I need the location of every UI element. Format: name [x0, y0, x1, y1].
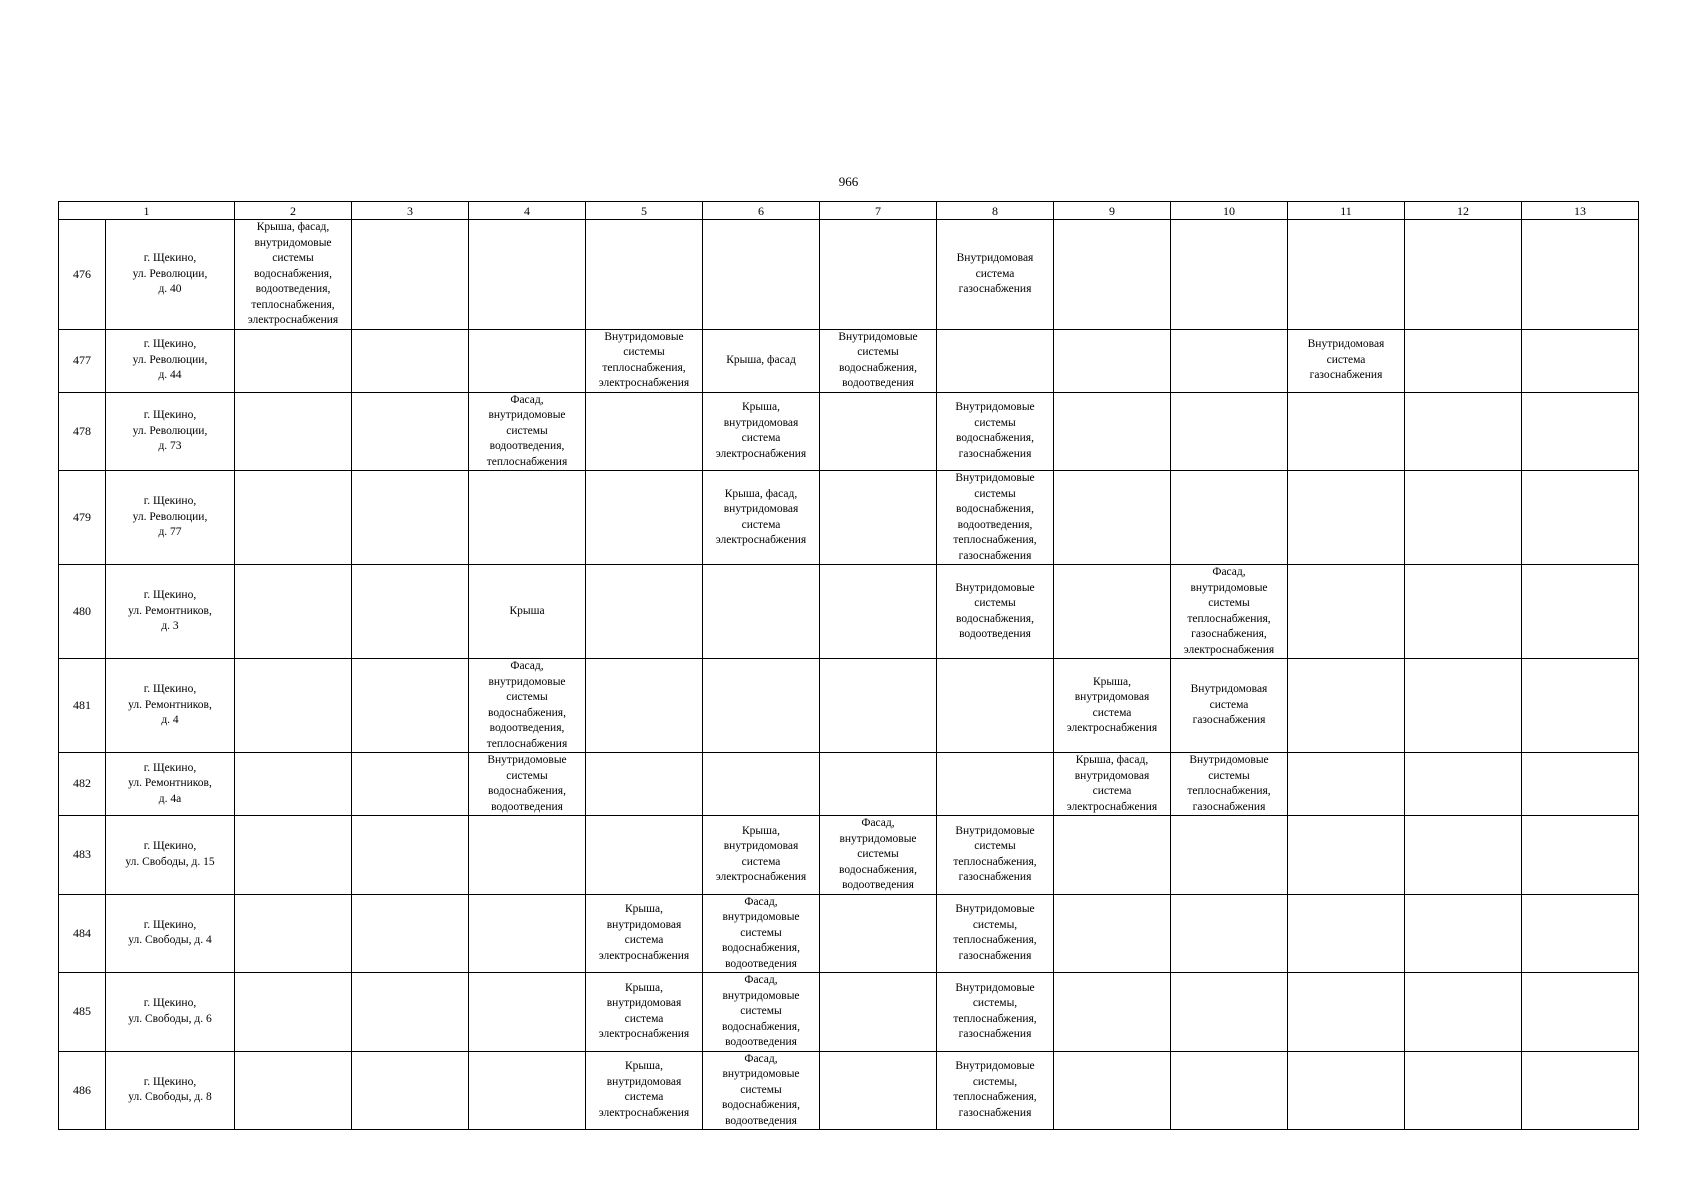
- work-cell-col-8: [937, 329, 1054, 392]
- work-cell-col-9: [1054, 894, 1171, 973]
- work-cell-col-2: [235, 894, 352, 973]
- row-number: 478: [59, 392, 106, 471]
- work-cell-col-5: [586, 816, 703, 895]
- work-cell-col-3: [352, 329, 469, 392]
- work-cell-col-10: Внутридомовые системы теплоснабжения, газоснабжения: [1171, 753, 1288, 816]
- work-cell-col-6: [703, 753, 820, 816]
- row-number: 477: [59, 329, 106, 392]
- work-cell-col-6: [703, 220, 820, 330]
- work-cell-col-11: [1288, 1051, 1405, 1130]
- work-cell-col-2: [235, 329, 352, 392]
- work-cell-col-6: Фасад, внутридомовые системы водоснабжения, водоотведения: [703, 1051, 820, 1130]
- work-cell-col-7: Внутридомовые системы водоснабжения, водоотведения: [820, 329, 937, 392]
- work-cell-col-2: [235, 973, 352, 1052]
- work-cell-col-11: [1288, 659, 1405, 753]
- work-cell-col-12: [1405, 753, 1522, 816]
- work-cell-col-9: [1054, 973, 1171, 1052]
- work-cell-col-3: [352, 753, 469, 816]
- work-cell-col-2: Крыша, фасад, внутридомовые системы водоснабжения, водоотведения, теплоснабжения, электроснабжения: [235, 220, 352, 330]
- work-cell-col-7: [820, 894, 937, 973]
- work-cell-col-11: Внутридомовая система газоснабжения: [1288, 329, 1405, 392]
- table-row: [59, 816, 1639, 895]
- work-cell-col-2: [235, 392, 352, 471]
- work-cell-col-3: [352, 973, 469, 1052]
- work-cell-col-13: [1522, 565, 1639, 659]
- work-cell-col-7: [820, 392, 937, 471]
- work-cell-col-3: [352, 565, 469, 659]
- column-number-header: 10: [1171, 202, 1288, 220]
- table-row: [59, 220, 1639, 330]
- work-cell-col-8: Внутридомовые системы теплоснабжения, газоснабжения: [937, 816, 1054, 895]
- column-number-header: 8: [937, 202, 1054, 220]
- work-cell-col-10: [1171, 471, 1288, 565]
- work-cell-col-10: Фасад, внутридомовые системы теплоснабжения, газоснабжения, электроснабжения: [1171, 565, 1288, 659]
- work-cell-col-13: [1522, 659, 1639, 753]
- work-cell-col-4: Фасад, внутридомовые системы водоотведения, теплоснабжения: [469, 392, 586, 471]
- page-number: 966: [838, 174, 859, 189]
- column-number-header: 5: [586, 202, 703, 220]
- work-cell-col-3: [352, 471, 469, 565]
- work-cell-col-5: Крыша, внутридомовая система электроснабжения: [586, 973, 703, 1052]
- column-number-header: 13: [1522, 202, 1639, 220]
- table-row: [59, 565, 1639, 659]
- column-number-header: 1: [59, 202, 235, 220]
- work-cell-col-4: [469, 220, 586, 330]
- work-cell-col-12: [1405, 392, 1522, 471]
- work-cell-col-3: [352, 894, 469, 973]
- table-row: [59, 1051, 1639, 1130]
- work-cell-col-4: Крыша: [469, 565, 586, 659]
- address-cell: г. Щекино, ул. Свободы, д. 8: [106, 1051, 235, 1130]
- work-cell-col-10: Внутридомовая система газоснабжения: [1171, 659, 1288, 753]
- work-cell-col-5: [586, 392, 703, 471]
- work-cell-col-12: [1405, 659, 1522, 753]
- work-cell-col-9: [1054, 471, 1171, 565]
- table-row: [59, 392, 1639, 471]
- work-cell-col-10: [1171, 1051, 1288, 1130]
- work-cell-col-9: Крыша, фасад, внутридомовая система электроснабжения: [1054, 753, 1171, 816]
- work-cell-col-5: [586, 753, 703, 816]
- row-number: 484: [59, 894, 106, 973]
- work-cell-col-12: [1405, 894, 1522, 973]
- column-number-header: 11: [1288, 202, 1405, 220]
- table-row: [59, 753, 1639, 816]
- work-cell-col-10: [1171, 816, 1288, 895]
- work-cell-col-3: [352, 816, 469, 895]
- work-cell-col-13: [1522, 753, 1639, 816]
- work-cell-col-5: Крыша, внутридомовая система электроснабжения: [586, 1051, 703, 1130]
- row-number: 483: [59, 816, 106, 895]
- work-cell-col-13: [1522, 329, 1639, 392]
- work-cell-col-5: [586, 471, 703, 565]
- work-cell-col-7: [820, 565, 937, 659]
- work-cell-col-3: [352, 1051, 469, 1130]
- work-cell-col-13: [1522, 816, 1639, 895]
- work-cell-col-10: [1171, 973, 1288, 1052]
- work-cell-col-8: Внутридомовые системы водоснабжения, водоотведения: [937, 565, 1054, 659]
- work-cell-col-11: [1288, 392, 1405, 471]
- address-cell: г. Щекино, ул. Ремонтников, д. 4а: [106, 753, 235, 816]
- work-cell-col-7: [820, 753, 937, 816]
- column-number-header: 9: [1054, 202, 1171, 220]
- work-cell-col-10: [1171, 220, 1288, 330]
- work-cell-col-8: [937, 753, 1054, 816]
- work-cell-col-11: [1288, 753, 1405, 816]
- work-cell-col-4: [469, 471, 586, 565]
- address-cell: г. Щекино, ул. Революции, д. 44: [106, 329, 235, 392]
- table-row: [59, 471, 1639, 565]
- work-cell-col-9: [1054, 1051, 1171, 1130]
- work-cell-col-6: Крыша, фасад, внутридомовая система электроснабжения: [703, 471, 820, 565]
- work-cell-col-8: Внутридомовая система газоснабжения: [937, 220, 1054, 330]
- work-cell-col-12: [1405, 565, 1522, 659]
- work-cell-col-8: [937, 659, 1054, 753]
- work-cell-col-10: [1171, 392, 1288, 471]
- work-cell-col-2: [235, 471, 352, 565]
- work-cell-col-13: [1522, 894, 1639, 973]
- work-cell-col-9: [1054, 816, 1171, 895]
- work-cell-col-8: Внутридомовые системы водоснабжения, газоснабжения: [937, 392, 1054, 471]
- address-cell: г. Щекино, ул. Революции, д. 40: [106, 220, 235, 330]
- work-cell-col-5: [586, 220, 703, 330]
- work-cell-col-7: [820, 220, 937, 330]
- work-cell-col-9: [1054, 220, 1171, 330]
- address-cell: г. Щекино, ул. Свободы, д. 15: [106, 816, 235, 895]
- work-cell-col-9: [1054, 565, 1171, 659]
- work-cell-col-13: [1522, 973, 1639, 1052]
- work-cell-col-3: [352, 220, 469, 330]
- work-cell-col-13: [1522, 392, 1639, 471]
- work-cell-col-2: [235, 816, 352, 895]
- work-cell-col-7: Фасад, внутридомовые системы водоснабжения, водоотведения: [820, 816, 937, 895]
- work-cell-col-12: [1405, 973, 1522, 1052]
- work-cell-col-6: Крыша, фасад: [703, 329, 820, 392]
- work-cell-col-7: [820, 471, 937, 565]
- row-number: 476: [59, 220, 106, 330]
- work-cell-col-5: Внутридомовые системы теплоснабжения, электроснабжения: [586, 329, 703, 392]
- work-cell-col-4: [469, 894, 586, 973]
- work-cell-col-11: [1288, 565, 1405, 659]
- work-cell-col-11: [1288, 471, 1405, 565]
- work-cell-col-7: [820, 1051, 937, 1130]
- table-row: [59, 973, 1639, 1052]
- work-cell-col-13: [1522, 1051, 1639, 1130]
- work-cell-col-11: [1288, 816, 1405, 895]
- work-cell-col-9: [1054, 392, 1171, 471]
- address-cell: г. Щекино, ул. Свободы, д. 4: [106, 894, 235, 973]
- work-cell-col-6: Фасад, внутридомовые системы водоснабжения, водоотведения: [703, 973, 820, 1052]
- work-cell-col-12: [1405, 220, 1522, 330]
- row-number: 479: [59, 471, 106, 565]
- work-cell-col-4: [469, 329, 586, 392]
- work-cell-col-9: Крыша, внутридомовая система электроснабжения: [1054, 659, 1171, 753]
- row-number: 485: [59, 973, 106, 1052]
- work-cell-col-12: [1405, 1051, 1522, 1130]
- work-cell-col-12: [1405, 816, 1522, 895]
- table-row: [59, 894, 1639, 973]
- address-cell: г. Щекино, ул. Свободы, д. 6: [106, 973, 235, 1052]
- address-cell: г. Щекино, ул. Ремонтников, д. 4: [106, 659, 235, 753]
- work-cell-col-7: [820, 659, 937, 753]
- column-number-header: 2: [235, 202, 352, 220]
- work-cell-col-8: Внутридомовые системы водоснабжения, водоотведения, теплоснабжения, газоснабжения: [937, 471, 1054, 565]
- work-cell-col-3: [352, 659, 469, 753]
- row-number: 481: [59, 659, 106, 753]
- address-cell: г. Щекино, ул. Революции, д. 73: [106, 392, 235, 471]
- work-cell-col-2: [235, 1051, 352, 1130]
- work-cell-col-11: [1288, 894, 1405, 973]
- work-cell-col-11: [1288, 220, 1405, 330]
- work-cell-col-2: [235, 659, 352, 753]
- column-number-header: 12: [1405, 202, 1522, 220]
- work-cell-col-2: [235, 753, 352, 816]
- work-cell-col-4: Фасад, внутридомовые системы водоснабжения, водоотведения, теплоснабжения: [469, 659, 586, 753]
- column-number-header: 4: [469, 202, 586, 220]
- work-cell-col-6: [703, 565, 820, 659]
- address-cell: г. Щекино, ул. Ремонтников, д. 3: [106, 565, 235, 659]
- column-number-header: 7: [820, 202, 937, 220]
- work-cell-col-4: [469, 816, 586, 895]
- work-cell-col-13: [1522, 220, 1639, 330]
- work-cell-col-5: Крыша, внутридомовая система электроснабжения: [586, 894, 703, 973]
- work-cell-col-13: [1522, 471, 1639, 565]
- work-cell-col-12: [1405, 471, 1522, 565]
- work-cell-col-8: Внутридомовые системы, теплоснабжения, газоснабжения: [937, 894, 1054, 973]
- row-number: 486: [59, 1051, 106, 1130]
- work-cell-col-10: [1171, 894, 1288, 973]
- work-cell-col-6: Фасад, внутридомовые системы водоснабжения, водоотведения: [703, 894, 820, 973]
- work-cell-col-5: [586, 565, 703, 659]
- work-cell-col-6: [703, 659, 820, 753]
- work-cell-col-10: [1171, 329, 1288, 392]
- work-cell-col-7: [820, 973, 937, 1052]
- work-cell-col-3: [352, 392, 469, 471]
- work-cell-col-2: [235, 565, 352, 659]
- work-cell-col-4: [469, 973, 586, 1052]
- work-cell-col-5: [586, 659, 703, 753]
- table-row: [59, 659, 1639, 753]
- work-schedule-table: [58, 201, 1639, 1130]
- work-cell-col-6: Крыша, внутридомовая система электроснабжения: [703, 392, 820, 471]
- table-row: [59, 329, 1639, 392]
- work-cell-col-11: [1288, 973, 1405, 1052]
- row-number: 480: [59, 565, 106, 659]
- work-cell-col-6: Крыша, внутридомовая система электроснабжения: [703, 816, 820, 895]
- table-header-row: [59, 202, 1639, 220]
- work-cell-col-12: [1405, 329, 1522, 392]
- work-cell-col-9: [1054, 329, 1171, 392]
- work-cell-col-4: [469, 1051, 586, 1130]
- work-cell-col-4: Внутридомовые системы водоснабжения, водоотведения: [469, 753, 586, 816]
- row-number: 482: [59, 753, 106, 816]
- column-number-header: 3: [352, 202, 469, 220]
- column-number-header: 6: [703, 202, 820, 220]
- work-cell-col-8: Внутридомовые системы, теплоснабжения, газоснабжения: [937, 973, 1054, 1052]
- address-cell: г. Щекино, ул. Революции, д. 77: [106, 471, 235, 565]
- work-cell-col-8: Внутридомовые системы, теплоснабжения, газоснабжения: [937, 1051, 1054, 1130]
